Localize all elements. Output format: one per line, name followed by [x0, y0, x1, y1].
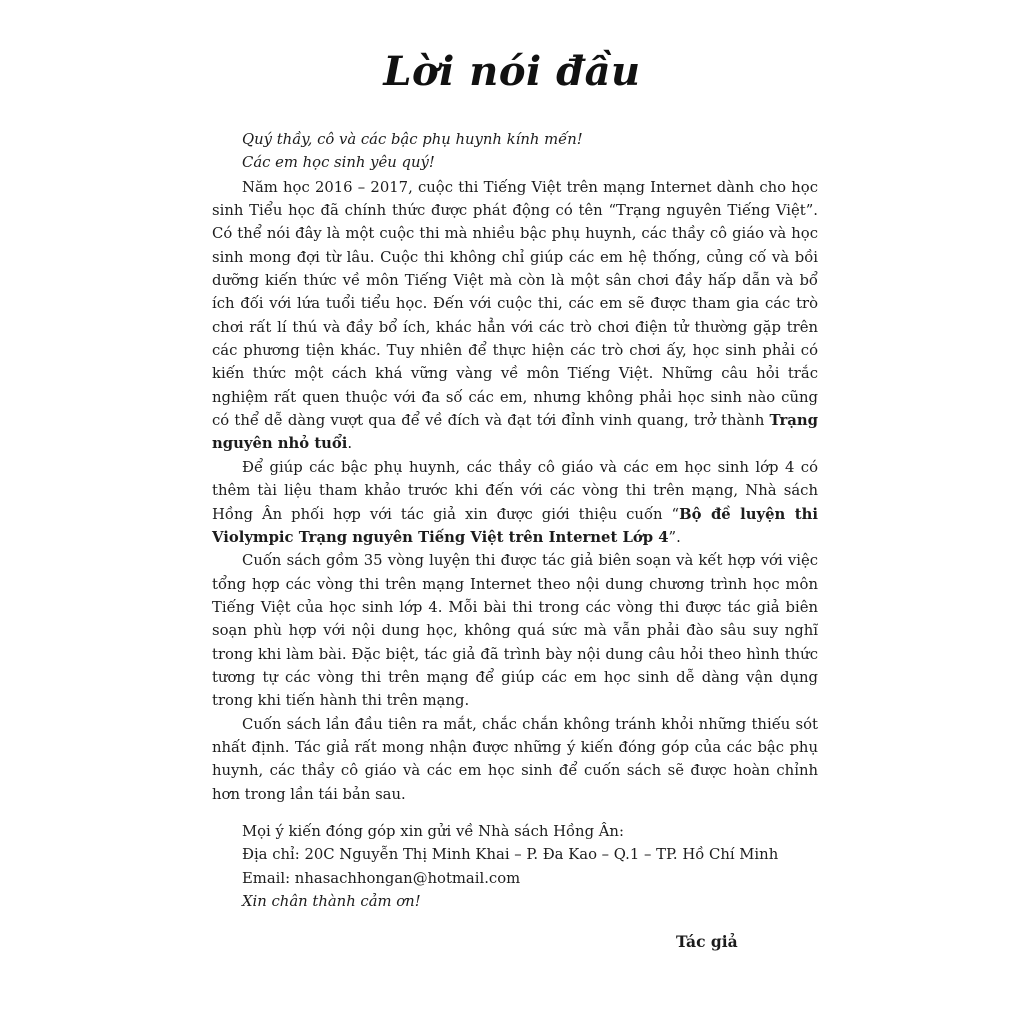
- paragraph-end-text: ”.: [668, 528, 681, 546]
- thanks-line: Xin chân thành cảm ơn!: [242, 893, 421, 910]
- page-title: Lời nói đầu: [383, 48, 641, 95]
- paragraph-intro: [212, 176, 818, 456]
- author-signature: Tác giả: [676, 932, 738, 951]
- paragraph-introduction-book: [212, 456, 818, 549]
- paragraph-book-content: Cuốn sách gồm 35 vòng luyện thi được tác giả biên soạn và kết hợp với việc tổng hợp các vòng thi trên mạng Internet theo nội dung chương trình học môn Tiếng Việt của học sinh lớp 4. Mỗi bài thi trong các vòng thi được tác giả biên soạn phù hợp với nội dung học, không quá sức mà vẫn phải đào sâu suy nghĩ trong khi làm bài. Đặc biệt, tác giả đã trình bày nội dung câu hỏi theo hình thức tương tự các vòng thi trên mạng để giúp các em học sinh dễ dàng vận dụng trong khi tiến hành thi trên mạng.: [212, 552, 818, 710]
- book-title: Bộ đề luyện thi Violympic Trạng nguyên Tiếng Việt trên Internet Lớp 4: [212, 505, 818, 546]
- contact-email: Email: nhasachhongan@hotmail.com: [242, 869, 521, 887]
- paragraph-feedback: Cuốn sách lần đầu tiên ra mắt, chắc chắn không tránh khỏi những thiếu sót nhất định. Tác giả rất mong nhận được những ý kiến đóng góp của các bậc phụ huynh, các thầy cô giáo và các em học sinh để cuốn sách sẽ được hoàn chỉnh hơn trong lần tái bản sau.: [212, 715, 818, 803]
- paragraph-text: Năm học 2016 – 2017, cuộc thi Tiếng Việt trên mạng Internet dành cho học sinh Tiểu học đã chính thức được phát động có tên “Trạng nguyên Tiếng Việt”. Có thể nói đây là một cuộc thi mà nhiều bậc phụ huynh, các thầy cô giáo và học sinh mong đợi từ lâu. Cuộc thi không chỉ giúp các em hệ thống, củng cố và bồi dưỡng kiến thức về môn Tiếng Việt mà còn là một sân chơi đầy hấp dẫn và bổ ích đối với lứa tuổi tiểu học. Đến với cuộc thi, các em sẽ được tham gia các trò chơi rất lí thú và đầy bổ ích, khác hẳn với các trò chơi điện tử thường gặp trên các phương tiện khác. Tuy nhiên để thực hiện các trò chơi ấy, học sinh phải có kiến thức một cách khá vững vàng về môn Tiếng Việt. Những câu hỏi trắc nghiệm rất quen thuộc với đa số các em, nhưng không phải học sinh nào cũng có thể dễ dàng vượt qua để về đích và đạt tới đỉnh vinh quang, trở thành: [212, 178, 818, 430]
- greeting-line: Quý thầy, cô và các bậc phụ huynh kính mến!: [242, 131, 583, 148]
- contact-address: Địa chỉ: 20C Nguyễn Thị Minh Khai – P. Đa Kao – Q.1 – TP. Hồ Chí Minh: [242, 846, 779, 864]
- paragraph-bold-text: Trạng nguyên nhỏ tuổi: [212, 412, 818, 453]
- greeting-line: Các em học sinh yêu quý!: [242, 154, 435, 172]
- document-body: [212, 128, 818, 913]
- paragraph-text: Để giúp các bậc phụ huynh, các thầy cô giáo và các em học sinh lớp 4 có thêm tài liệu tham khảo trước khi đến với các vòng thi trên mạng, Nhà sách Hồng Ân phối hợp với tác giả xin được giới thiệu cuốn “: [212, 458, 818, 523]
- paragraph-end-text: .: [347, 435, 353, 453]
- contact-intro: Mọi ý kiến đóng góp xin gửi về Nhà sách Hồng Ân:: [242, 822, 624, 840]
